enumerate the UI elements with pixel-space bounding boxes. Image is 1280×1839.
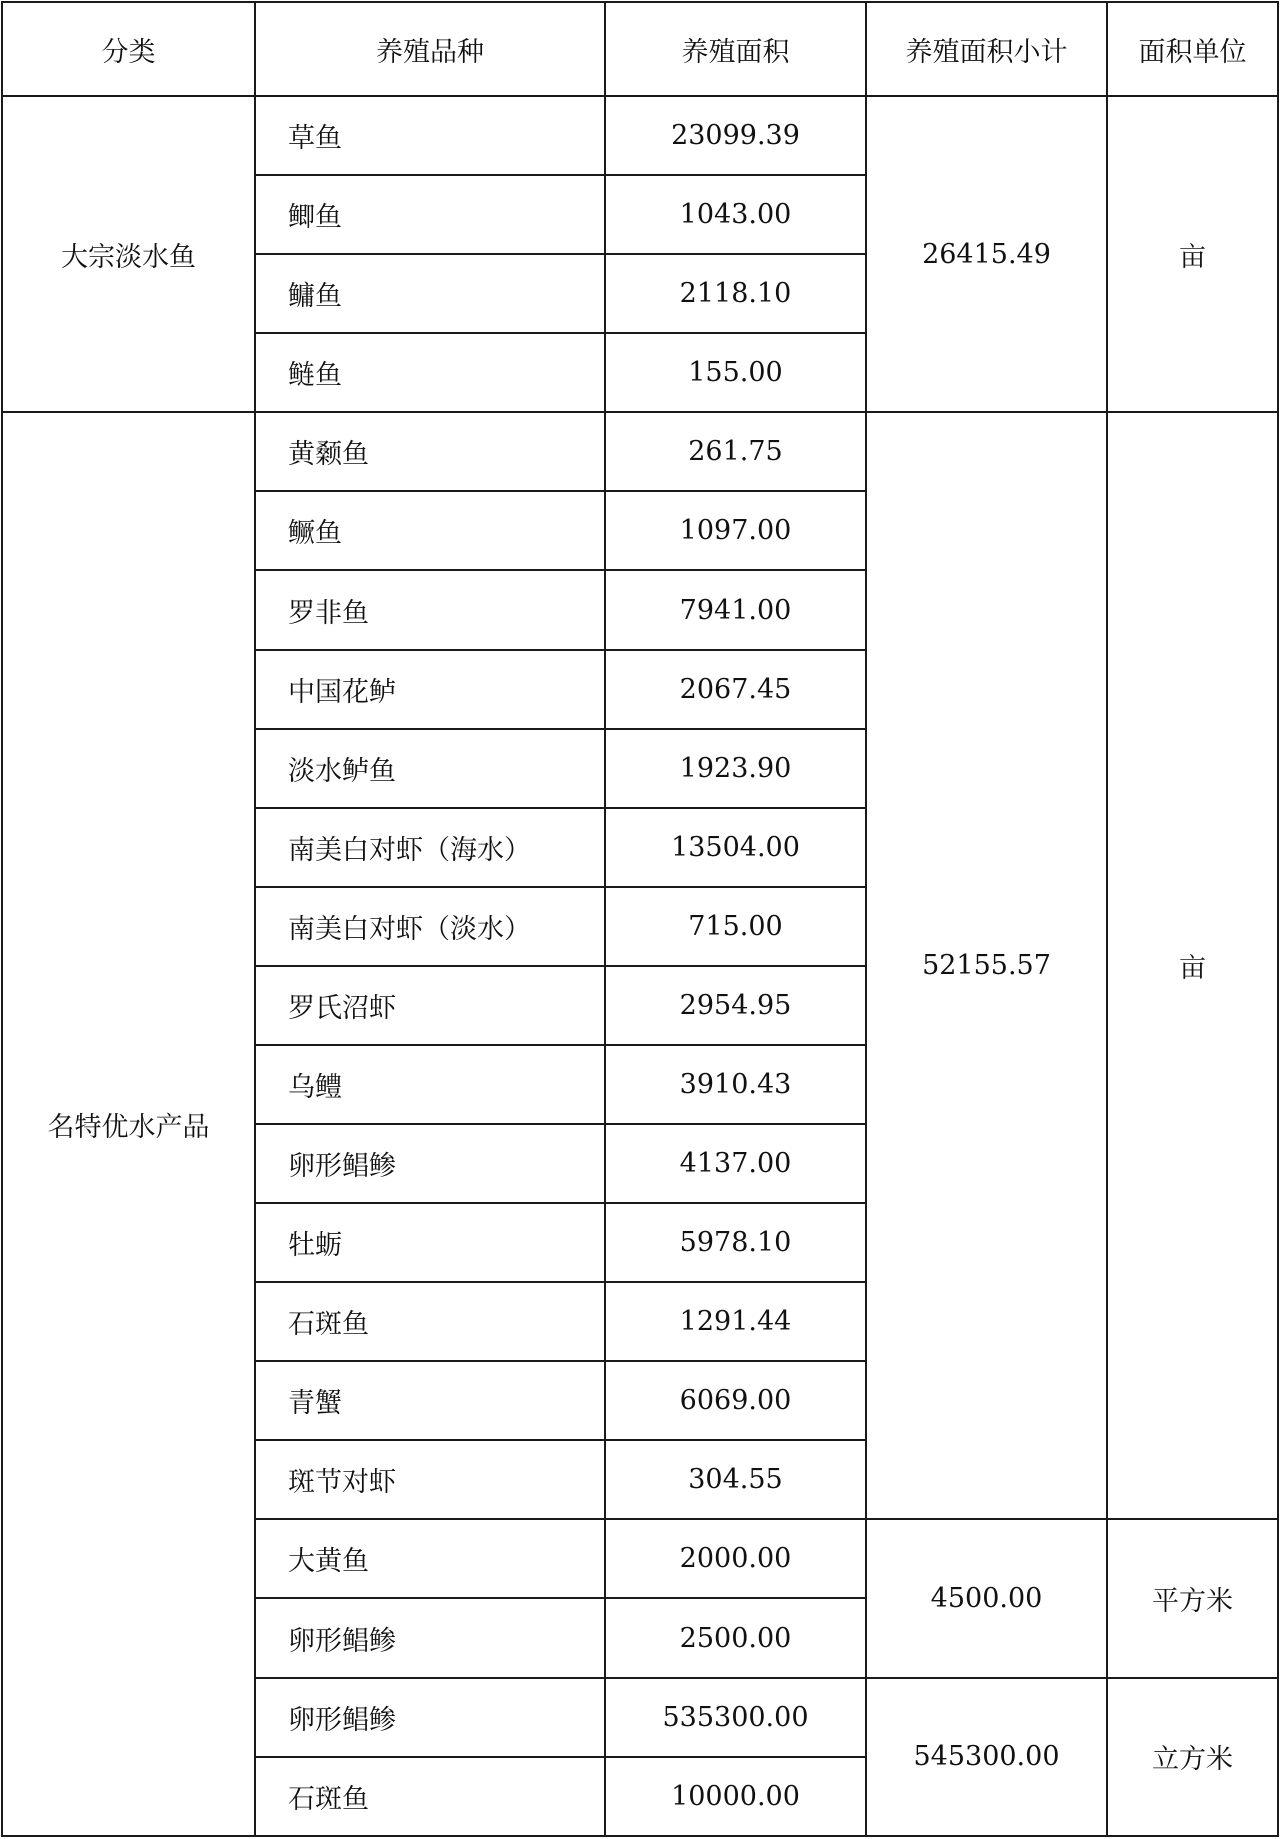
area-cell: 10000.00 — [605, 1757, 866, 1836]
unit-cell: 立方米 — [1107, 1678, 1278, 1836]
unit-cell: 平方米 — [1107, 1519, 1278, 1677]
species-cell: 鲢鱼 — [255, 333, 605, 412]
subtotal-cell: 4500.00 — [866, 1519, 1107, 1677]
species-cell: 鳙鱼 — [255, 254, 605, 333]
category-cell: 名特优水产品 — [2, 412, 255, 1836]
subtotal-cell: 545300.00 — [866, 1678, 1107, 1836]
species-cell: 牡蛎 — [255, 1203, 605, 1282]
species-cell: 石斑鱼 — [255, 1282, 605, 1361]
species-cell: 鳜鱼 — [255, 491, 605, 570]
species-cell: 黄颡鱼 — [255, 412, 605, 491]
area-cell: 23099.39 — [605, 96, 866, 175]
species-cell: 石斑鱼 — [255, 1757, 605, 1836]
species-cell: 草鱼 — [255, 96, 605, 175]
species-cell: 南美白对虾（海水） — [255, 808, 605, 887]
species-cell: 鲫鱼 — [255, 175, 605, 254]
area-cell: 2500.00 — [605, 1598, 866, 1677]
species-cell: 大黄鱼 — [255, 1519, 605, 1598]
species-cell: 卵形鲳鲹 — [255, 1678, 605, 1757]
area-cell: 2954.95 — [605, 966, 866, 1045]
category-cell: 大宗淡水鱼 — [2, 96, 255, 412]
area-cell: 2000.00 — [605, 1519, 866, 1598]
area-cell: 4137.00 — [605, 1124, 866, 1203]
species-cell: 中国花鲈 — [255, 650, 605, 729]
species-cell: 斑节对虾 — [255, 1440, 605, 1519]
area-cell: 715.00 — [605, 887, 866, 966]
area-cell: 3910.43 — [605, 1045, 866, 1124]
area-cell: 1291.44 — [605, 1282, 866, 1361]
species-cell: 南美白对虾（淡水） — [255, 887, 605, 966]
area-cell: 535300.00 — [605, 1678, 866, 1757]
table-row — [2, 96, 1278, 175]
species-cell: 卵形鲳鲹 — [255, 1124, 605, 1203]
subtotal-cell: 26415.49 — [866, 96, 1107, 412]
table-body — [2, 96, 1278, 1836]
area-cell: 304.55 — [605, 1440, 866, 1519]
area-cell: 7941.00 — [605, 570, 866, 649]
species-cell: 罗非鱼 — [255, 570, 605, 649]
header-row — [2, 2, 1278, 96]
area-cell: 1043.00 — [605, 175, 866, 254]
species-cell: 乌鳢 — [255, 1045, 605, 1124]
area-cell: 1097.00 — [605, 491, 866, 570]
aquaculture-area-table — [1, 1, 1279, 1837]
species-cell: 罗氏沼虾 — [255, 966, 605, 1045]
area-cell: 261.75 — [605, 412, 866, 491]
header-category: 分类 — [2, 2, 255, 96]
subtotal-cell: 52155.57 — [866, 412, 1107, 1519]
area-cell: 1923.90 — [605, 729, 866, 808]
header-species: 养殖品种 — [255, 2, 605, 96]
area-cell: 155.00 — [605, 333, 866, 412]
header-unit: 面积单位 — [1107, 2, 1278, 96]
area-cell: 2067.45 — [605, 650, 866, 729]
unit-cell: 亩 — [1107, 96, 1278, 412]
table-row — [2, 412, 1278, 491]
header-area: 养殖面积 — [605, 2, 866, 96]
area-cell: 5978.10 — [605, 1203, 866, 1282]
area-cell: 2118.10 — [605, 254, 866, 333]
species-cell: 青蟹 — [255, 1361, 605, 1440]
header-subtotal: 养殖面积小计 — [866, 2, 1107, 96]
species-cell: 卵形鲳鲹 — [255, 1598, 605, 1677]
species-cell: 淡水鲈鱼 — [255, 729, 605, 808]
area-cell: 6069.00 — [605, 1361, 866, 1440]
unit-cell: 亩 — [1107, 412, 1278, 1519]
area-cell: 13504.00 — [605, 808, 866, 887]
